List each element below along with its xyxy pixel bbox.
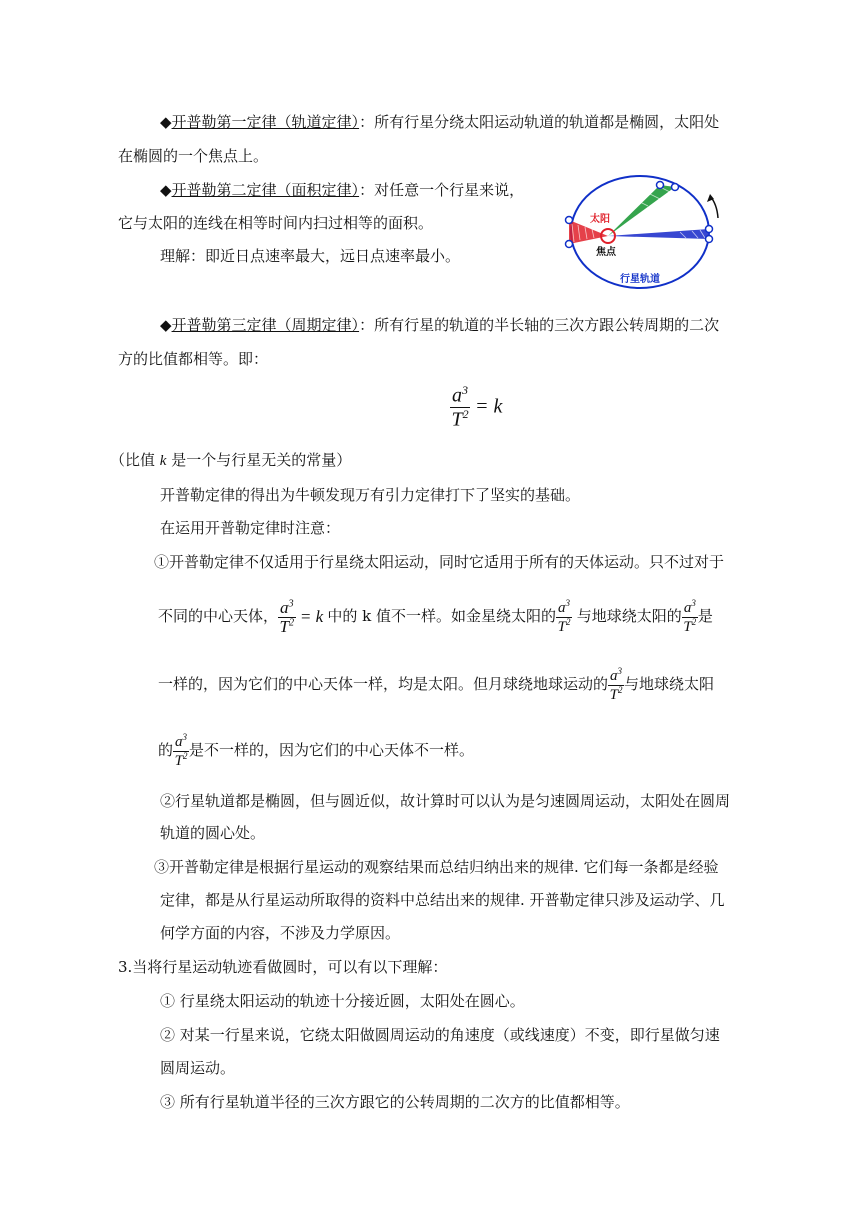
- focus-label: 焦点: [596, 247, 616, 258]
- note2-line1: ②行星轨道都是椭圆，但与圆近似，故计算时可以认为是匀速圆周运动，太阳处在圆周: [160, 792, 731, 810]
- section3-heading: 3.当将行星运动轨迹看做圆时，可以有以下理解：: [118, 958, 448, 976]
- law1-text-a: ：所有行星分绕太阳运动轨道的轨道都是椭圆，太阳处: [359, 113, 720, 131]
- law3-text-a: ：所有行星的轨道的半长轴的三次方跟公转周期的二次: [359, 316, 720, 334]
- foundation-text: 开普勒定律的得出为牛顿发现万有引力定律打下了坚实的基础。: [160, 486, 581, 504]
- note1-line1: ①开普勒定律不仅适用于行星绕太阳运动，同时它适用于所有的天体运动。只不过对于: [154, 553, 725, 571]
- kepler-orbit-diagram: [560, 172, 740, 294]
- law2-line1: [160, 180, 524, 200]
- sun-label: 太阳: [590, 214, 610, 225]
- note1-line3: 一样的，因为它们的中心天体一样，均是太阳。但月球绕地球运动的 $\frac{a^3}{T^2}$ 与地球绕太阳: [158, 665, 715, 703]
- area-green: [608, 185, 675, 236]
- orbit-label: 行星轨道: [620, 274, 660, 285]
- bullet-icon: ◆: [160, 181, 172, 199]
- note3-line1: ③开普勒定律是根据行星运动的观察结果而总结归纳出来的规律. 它们每一条都是经验: [154, 858, 719, 876]
- law1-title: 开普勒第一定律（轨道定律）: [171, 113, 360, 131]
- law2-title: 开普勒第二定律（面积定律）: [171, 181, 360, 199]
- kepler-third-law-formula: $\frac{a^3}{T^2}$ = k: [451, 383, 503, 431]
- law1-line2: 在椭圆的一个焦点上。: [118, 147, 269, 165]
- section3-item2-line2: 圆周运动。: [160, 1059, 236, 1077]
- law3-line1: [160, 315, 719, 335]
- notes-intro: 在运用开普勒定律时注意：: [160, 519, 341, 537]
- area-blue: [608, 229, 709, 239]
- note2-line2: 轨道的圆心处。: [160, 824, 266, 842]
- law2-line2: 它与太阳的连线在相等时间内扫过相等的面积。: [118, 214, 434, 232]
- bullet-icon: ◆: [160, 113, 172, 131]
- constant-note: （比值 k 是一个与行星无关的常量）: [110, 451, 352, 469]
- bullet-icon: ◆: [160, 316, 172, 334]
- note3-line3: 何学方面的内容，不涉及力学原因。: [160, 924, 401, 942]
- note3-line2: 定律，都是从行星运动所取得的资料中总结出来的规律. 开普勒定律只涉及运动学、几: [160, 891, 725, 909]
- section3-item1: ① 行星绕太阳运动的轨迹十分接近圆，太阳处在圆心。: [160, 992, 525, 1010]
- law3-title: 开普勒第三定律（周期定律）: [171, 316, 360, 334]
- law1-line1: [160, 112, 719, 132]
- note1-line2: 不同的中心天体， $\frac{a^3}{T^2}$ = k 中的 k 值不一样。如金星绕太阳的 $\frac{a^3}{T^2}$ 与地球绕太阳的 $\frac{a^3}{T^2}$ 是: [158, 597, 713, 636]
- section3-item3: ③ 所有行星轨道半径的三次方跟它的公转周期的二次方的比值都相等。: [160, 1093, 630, 1111]
- law2-understanding: 理解：即近日点速率最大，远日点速率最小。: [160, 247, 461, 265]
- section3-item2-line1: ② 对某一行星来说，它绕太阳做圆周运动的角速度（或线速度）不变，即行星做匀速: [160, 1026, 720, 1044]
- law3-line2: 方的比值都相等。即：: [118, 350, 269, 368]
- note1-line4: 的 $\frac{a^3}{T^2}$ 是不一样的，因为它们的中心天体不一样。: [158, 731, 475, 769]
- law2-text-a: ：对任意一个行星来说，: [359, 181, 525, 199]
